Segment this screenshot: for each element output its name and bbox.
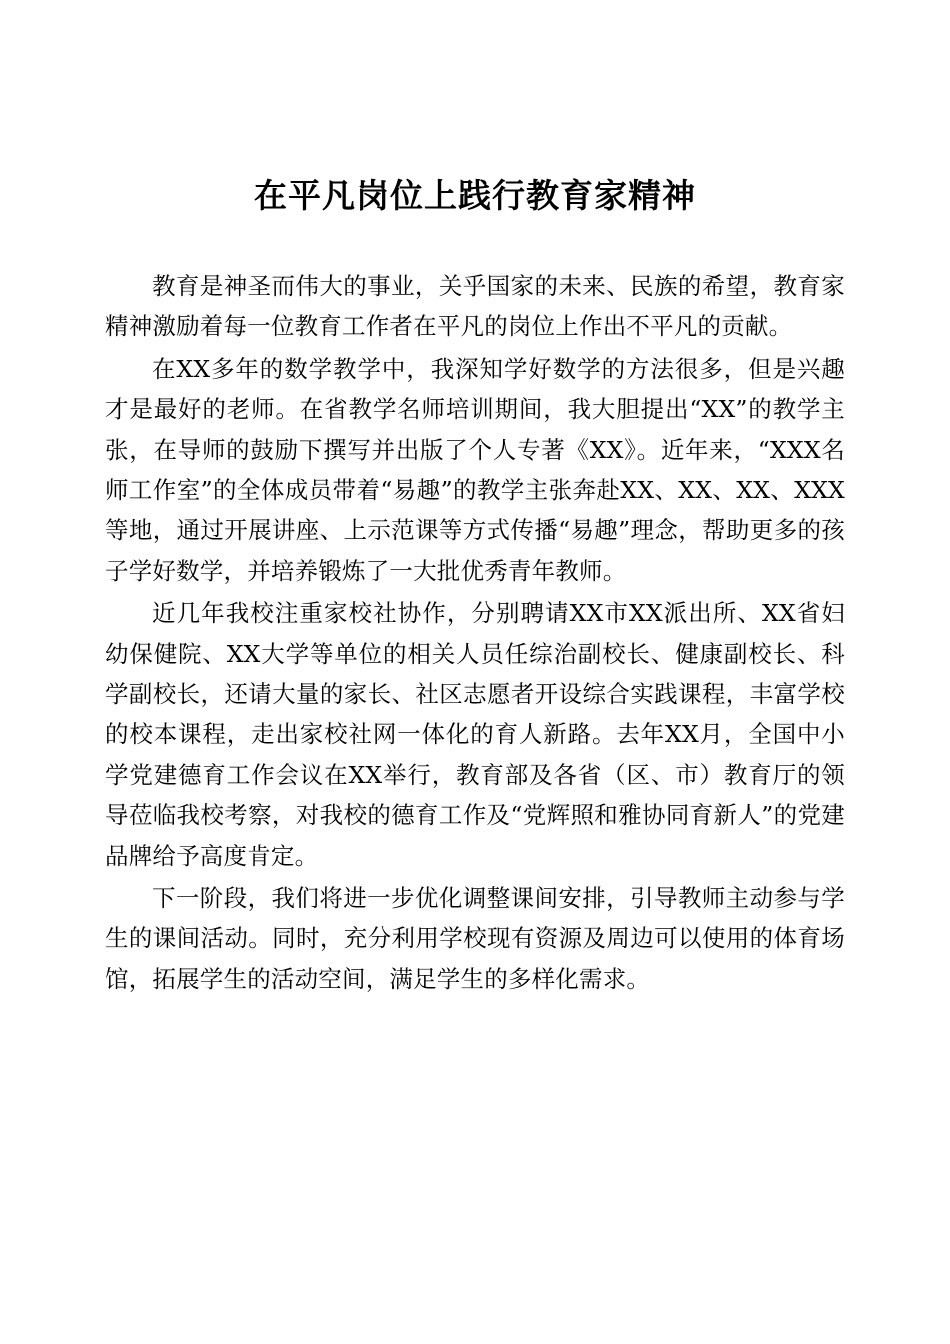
- paragraph: 近几年我校注重家校社协作，分别聘请XX市XX派出所、XX省妇幼保健院、XX大学等单位的相关人员任综治副校长、健康副校长、科学副校长，还请大量的家长、社区志愿者开设综合实践课程，丰富学校的校本课程，走出家校社网一体化的育人新路。去年XX月，全国中小学党建德育工作会议在XX举行，教育部及各省（区、市）教育厅的领导莅临我校考察，对我校的德育工作及“党辉照和雅协同育新人”的党建品牌给予高度肯定。: [105, 599, 845, 870]
- paragraph: 下一阶段，我们将进一步优化调整课间安排，引导教师主动参与学生的课间活动。同时，充分利用学校现有资源及周边可以使用的体育场馆，拓展学生的活动空间，满足学生的多样化需求。: [105, 883, 845, 993]
- page-title: 在平凡岗位上践行教育家精神: [254, 176, 696, 215]
- paragraph: 在XX多年的数学教学中，我深知学好数学的方法很多，但是兴趣才是最好的老师。在省教学名师培训期间，我大胆提出“XX”的教学主张，在导师的鼓励下撰写并出版了个人专著《XX》。近年来，“XXX名师工作室”的全体成员带着“易趣”的教学主张奔赴XX、XX、XX、XXX等地，通过开展讲座、上示范课等方式传播“易趣”理念，帮助更多的孩子学好数学，并培养锻炼了一大批优秀青年教师。: [105, 354, 845, 585]
- paragraph: 教育是神圣而伟大的事业，关乎国家的未来、民族的希望，教育家精神激励着每一位教育工作者在平凡的岗位上作出不平凡的贡献。: [105, 271, 845, 341]
- document-body: [105, 266, 845, 999]
